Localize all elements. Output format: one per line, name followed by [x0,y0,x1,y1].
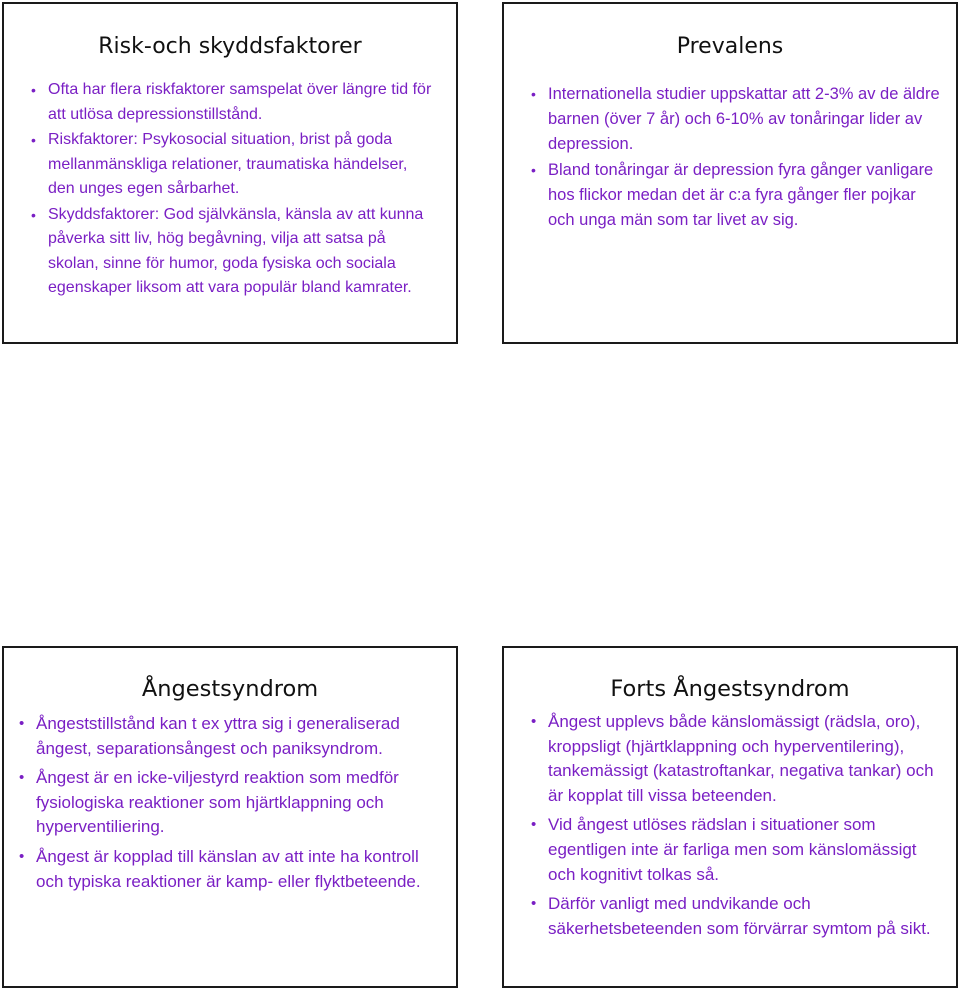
slide-title: Prevalens [676,34,784,59]
bullet-item: • Vid ångest utlöses rädslan i situationer som egentligen inte är farliga men som känslomässigt och kognitivt tolkas så. [548,813,940,887]
bullet-list [4,62,456,301]
bullet-item: • Ångest är kopplad till känslan av att inte ha kontroll och typiska reaktioner är kamp- eller flyktbeteende. [36,845,432,894]
bullet-item: • Därför vanligt med undvikande och säkerhetsbeteenden som förvärrar symtom på sikt. [548,892,940,941]
bullet-item: • Ofta har flera riskfaktorer samspelat över längre tid för att utlösa depressionstillstånd. [48,78,436,127]
slide-prevalence [502,2,958,344]
bullet-list [4,704,456,894]
slide-risk-protective-factors [2,2,458,344]
slide-title: Ångestsyndrom [141,676,319,702]
bullet-item: • Ångeststillstånd kan t ex yttra sig i generaliserad ångest, separationsångest och paniksyndrom. [36,712,432,761]
bullet-item: • Bland tonåringar är depression fyra gånger vanligare hos flickor medan det är c:a fyra gånger fler pojkar och unga män som tar livet av sig. [548,158,940,232]
bullet-item: • Ångest upplevs både känslomässigt (rädsla, oro), kroppsligt (hjärtklappning och hyperventilering), tankemässigt (katastroftankar, negativa tankar) och är kopplat till vissa beteenden. [548,710,940,808]
slide-anxiety-syndrome [2,646,458,988]
bullet-item: • Skyddsfaktorer: God självkänsla, känsla av att kunna påverka sitt liv, hög begåvning, vilja att satsa på skolan, sinne för humor, goda fysiska och sociala egenskaper liksom att vara populär bland kamrater. [48,203,436,301]
bullet-item: • Internationella studier uppskattar att 2-3% av de äldre barnen (över 7 år) och 6-10% av tonåringar lider av depression. [548,82,940,156]
bullet-item: • Riskfaktorer: Psykosocial situation, brist på goda mellanmänskliga relationer, traumatiska händelser, den unges egen sårbarhet. [48,128,436,202]
bullet-item: • Ångest är en icke-viljestyrd reaktion som medför fysiologiska reaktioner som hjärtklappning och hyperventiliering. [36,766,432,840]
bullet-list [504,62,956,233]
bullet-list [504,704,956,941]
slide-title: Risk-och skyddsfaktorer [98,34,362,59]
slide-title: Forts Ångestsyndrom [610,676,850,702]
slide-anxiety-syndrome-continued [502,646,958,988]
